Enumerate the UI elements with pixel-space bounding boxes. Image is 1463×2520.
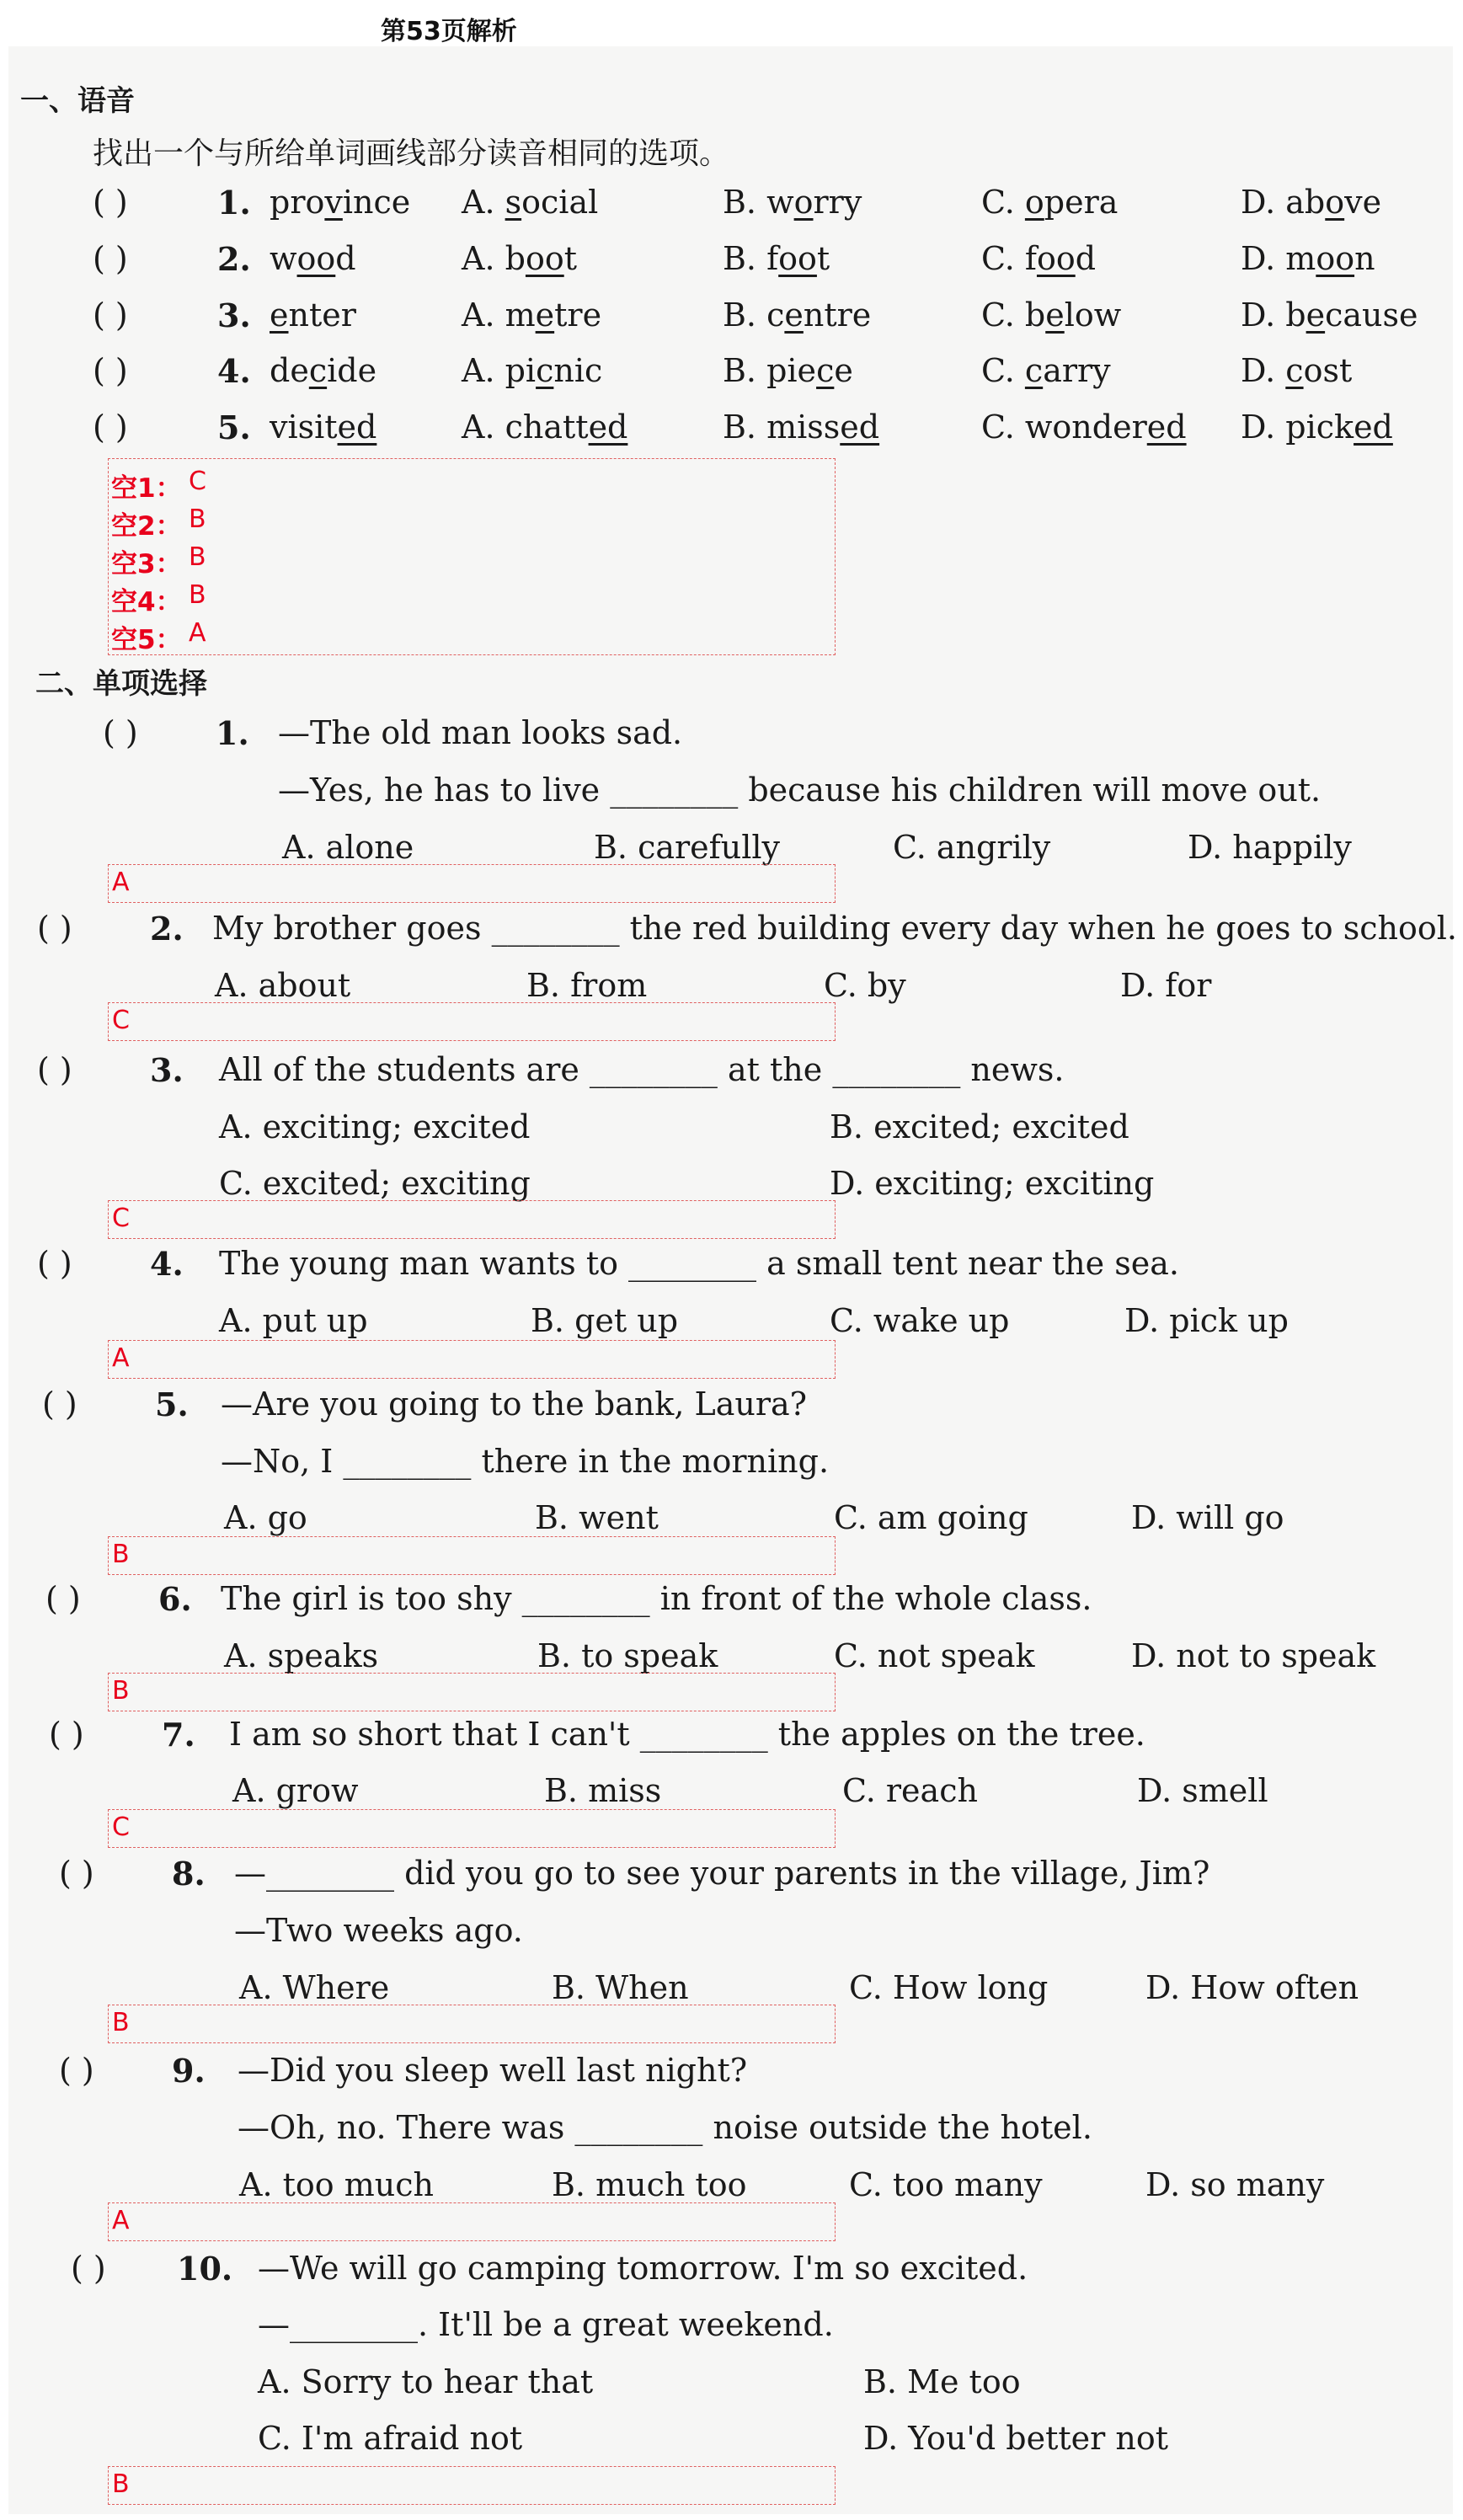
question-paren: ( ) bbox=[37, 1245, 72, 1282]
answer-box bbox=[108, 2202, 836, 2241]
question-paren: ( ) bbox=[93, 240, 128, 277]
question-text: —Oh, no. There was ________ noise outside the hotel. bbox=[238, 2109, 1092, 2146]
word-part: B. w bbox=[723, 184, 794, 221]
question-paren: ( ) bbox=[37, 910, 72, 947]
question-paren: ( ) bbox=[103, 714, 138, 751]
underlined-letters: c bbox=[536, 352, 554, 389]
option: D. not to speak bbox=[1131, 1637, 1376, 1674]
answer-value: C bbox=[112, 1204, 130, 1233]
answer-box bbox=[108, 1536, 836, 1575]
word-part: low bbox=[1064, 296, 1122, 334]
word-part: C. bbox=[981, 184, 1025, 221]
word-part: ve bbox=[1344, 184, 1382, 221]
question-paren: ( ) bbox=[59, 1855, 94, 1892]
word-part: arry bbox=[1043, 352, 1111, 389]
question-number: 9. bbox=[172, 2052, 206, 2090]
question-paren: ( ) bbox=[71, 2250, 106, 2287]
underlined-letters: e bbox=[1045, 296, 1065, 334]
option-c bbox=[981, 240, 1096, 277]
option: A. alone bbox=[282, 829, 414, 866]
answer-value: B bbox=[189, 580, 206, 610]
answer-value: A bbox=[112, 2206, 130, 2235]
option: A. go bbox=[224, 1499, 307, 1536]
option: D. exciting; exciting bbox=[830, 1165, 1155, 1202]
underlined-letters: e bbox=[784, 296, 804, 334]
question-text: —The old man looks sad. bbox=[278, 714, 683, 751]
word-part: w bbox=[270, 240, 297, 277]
option-d bbox=[1241, 240, 1375, 277]
word-part: D. ab bbox=[1241, 184, 1326, 221]
word-part: B. c bbox=[723, 296, 785, 334]
word-part: ide bbox=[327, 352, 377, 389]
question-text: —Did you sleep well last night? bbox=[238, 2052, 748, 2089]
word-part: tre bbox=[554, 296, 602, 334]
question-text: —Yes, he has to live ________ because his children will move out. bbox=[278, 771, 1322, 809]
option: A. speaks bbox=[224, 1637, 379, 1674]
option: D. for bbox=[1120, 967, 1212, 1004]
option-b bbox=[723, 408, 879, 446]
option: B. get up bbox=[531, 1302, 679, 1339]
option: A. put up bbox=[219, 1302, 368, 1339]
underlined-letters: oo bbox=[1316, 240, 1355, 277]
option-a bbox=[462, 408, 627, 446]
question-text: All of the students are ________ at the ________ news. bbox=[219, 1051, 1065, 1088]
word-part: d bbox=[335, 240, 356, 277]
word-part: C. f bbox=[981, 240, 1037, 277]
option: C. reach bbox=[842, 1772, 978, 1809]
option: C. angrily bbox=[893, 829, 1051, 866]
word-part: rry bbox=[813, 184, 862, 221]
option: C. How long bbox=[849, 1969, 1049, 2006]
underlined-letters: ed bbox=[588, 408, 628, 446]
question-text: —Two weeks ago. bbox=[234, 1912, 523, 1949]
section-2-title: 二、单项选择 bbox=[35, 667, 207, 701]
option: A. Sorry to hear that bbox=[258, 2363, 594, 2400]
question-text: —No, I ________ there in the morning. bbox=[221, 1443, 830, 1480]
word-part: cause bbox=[1325, 296, 1418, 334]
question-number: 2. bbox=[217, 240, 251, 278]
option: C. by bbox=[824, 967, 906, 1004]
underlined-letters: oo bbox=[296, 240, 336, 277]
word-part: C. b bbox=[981, 296, 1046, 334]
option: B. excited; excited bbox=[830, 1108, 1129, 1145]
underlined-letters: o bbox=[1024, 184, 1044, 221]
option: D. will go bbox=[1131, 1499, 1284, 1536]
question-number: 3. bbox=[150, 1051, 184, 1089]
option-c bbox=[981, 352, 1111, 389]
underlined-letters: c bbox=[1024, 352, 1044, 389]
answer-label: 空4： bbox=[111, 587, 182, 617]
option: A. too much bbox=[239, 2166, 434, 2203]
word-part: e bbox=[834, 352, 853, 389]
option: C. excited; exciting bbox=[219, 1165, 531, 1202]
option-c bbox=[981, 296, 1121, 334]
underlined-letters: oo bbox=[525, 240, 564, 277]
option: A. exciting; excited bbox=[219, 1108, 531, 1145]
word-part: C. wonder bbox=[981, 408, 1147, 446]
underlined-letters: ed bbox=[337, 408, 377, 446]
answer-value: A bbox=[112, 1343, 130, 1373]
question-paren: ( ) bbox=[37, 1051, 72, 1088]
answer-value: B bbox=[112, 1676, 130, 1706]
question-text: The girl is too shy ________ in front of the whole class. bbox=[221, 1580, 1092, 1617]
word-part: d bbox=[1075, 240, 1097, 277]
answer-box bbox=[108, 864, 836, 903]
word-part: nic bbox=[553, 352, 603, 389]
question-paren: ( ) bbox=[59, 2052, 94, 2089]
question-text: —________ did you go to see your parents in the village, Jim? bbox=[234, 1855, 1210, 1892]
option-b bbox=[723, 240, 830, 277]
section-1-title: 一、语音 bbox=[20, 84, 135, 118]
question-word bbox=[270, 352, 376, 389]
question-text: I am so short that I can't ________ the apples on the tree. bbox=[229, 1716, 1145, 1753]
word-part: A. bbox=[462, 184, 505, 221]
word-part: A. m bbox=[462, 296, 536, 334]
answer-value: B bbox=[112, 2469, 130, 2499]
word-part: D. bbox=[1241, 352, 1286, 389]
underlined-letters: ed bbox=[840, 408, 880, 446]
word-part: pera bbox=[1044, 184, 1119, 221]
option-a bbox=[462, 352, 602, 389]
option: B. Me too bbox=[863, 2363, 1021, 2400]
question-word bbox=[270, 184, 410, 221]
word-part: ntre bbox=[803, 296, 872, 334]
question-text: —Are you going to the bank, Laura? bbox=[221, 1385, 808, 1423]
question-text: The young man wants to ________ a small tent near the sea. bbox=[219, 1245, 1179, 1282]
word-part: D. m bbox=[1241, 240, 1316, 277]
word-part: C. bbox=[981, 352, 1025, 389]
answer-value: B bbox=[189, 505, 206, 534]
option-a bbox=[462, 296, 601, 334]
word-part: de bbox=[270, 352, 309, 389]
underlined-letters: e bbox=[270, 296, 289, 334]
question-number: 10. bbox=[177, 2250, 233, 2288]
option: D. How often bbox=[1145, 1969, 1359, 2006]
answer-label: 空3： bbox=[111, 549, 182, 579]
option: A. grow bbox=[232, 1772, 359, 1809]
option: B. When bbox=[552, 1969, 689, 2006]
option-c bbox=[981, 408, 1187, 446]
word-part: B. f bbox=[723, 240, 779, 277]
option: C. I'm afraid not bbox=[258, 2420, 523, 2457]
word-part: A. chatt bbox=[462, 408, 589, 446]
option: A. about bbox=[215, 967, 351, 1004]
word-part: t bbox=[816, 240, 830, 277]
answer-value: B bbox=[112, 1540, 130, 1569]
section-1-instruction: 找出一个与所给单词画线部分读音相同的选项。 bbox=[93, 136, 730, 171]
option-a bbox=[462, 240, 577, 277]
option: D. smell bbox=[1137, 1772, 1268, 1809]
answer-box bbox=[108, 1002, 836, 1041]
option-b bbox=[723, 184, 862, 221]
question-paren: ( ) bbox=[93, 184, 128, 221]
question-text: —________. It'll be a great weekend. bbox=[258, 2306, 834, 2343]
underlined-letters: ed bbox=[1146, 408, 1187, 446]
option: D. so many bbox=[1145, 2166, 1325, 2203]
word-part: t bbox=[563, 240, 577, 277]
option-d bbox=[1241, 296, 1418, 334]
word-part: A. b bbox=[462, 240, 526, 277]
answer-value: A bbox=[189, 618, 206, 648]
answer-value: B bbox=[112, 2008, 130, 2037]
word-part: D. b bbox=[1241, 296, 1306, 334]
question-paren: ( ) bbox=[93, 408, 128, 446]
word-part: D. pick bbox=[1241, 408, 1354, 446]
question-number: 2. bbox=[150, 910, 184, 948]
answer-box bbox=[108, 1673, 836, 1711]
question-paren: ( ) bbox=[49, 1716, 84, 1753]
question-text: My brother goes ________ the red building every day when he goes to school. bbox=[212, 910, 1457, 947]
underlined-letters: v bbox=[324, 184, 343, 221]
word-part: ocial bbox=[521, 184, 599, 221]
option: C. wake up bbox=[830, 1302, 1010, 1339]
answer-box bbox=[108, 2005, 836, 2043]
option: C. not speak bbox=[834, 1637, 1035, 1674]
question-paren: ( ) bbox=[93, 296, 128, 334]
option: D. pick up bbox=[1124, 1302, 1289, 1339]
question-number: 1. bbox=[217, 184, 251, 222]
option: B. went bbox=[535, 1499, 659, 1536]
option: B. from bbox=[526, 967, 648, 1004]
question-number: 8. bbox=[172, 1855, 206, 1893]
option-c bbox=[981, 184, 1118, 221]
underlined-letters: c bbox=[816, 352, 835, 389]
option: A. Where bbox=[239, 1969, 390, 2006]
answer-value: C bbox=[189, 467, 206, 496]
answer-label: 空1： bbox=[111, 473, 182, 504]
answer-box bbox=[108, 1809, 836, 1848]
word-part: n bbox=[1354, 240, 1375, 277]
word-part: A. pi bbox=[462, 352, 537, 389]
question-number: 1. bbox=[216, 714, 249, 752]
option: B. carefully bbox=[594, 829, 780, 866]
word-part: ince bbox=[342, 184, 411, 221]
question-paren: ( ) bbox=[93, 352, 128, 389]
option-b bbox=[723, 352, 853, 389]
word-part: pro bbox=[270, 184, 325, 221]
question-number: 4. bbox=[217, 352, 251, 390]
option: B. miss bbox=[544, 1772, 662, 1809]
underlined-letters: o bbox=[1325, 184, 1345, 221]
answer-box bbox=[108, 2466, 836, 2505]
answer-value: C bbox=[112, 1813, 130, 1842]
underlined-letters: s bbox=[505, 184, 522, 221]
option: B. much too bbox=[552, 2166, 747, 2203]
question-word bbox=[270, 296, 356, 334]
answer-label: 空5： bbox=[111, 625, 182, 655]
answer-box bbox=[108, 1340, 836, 1379]
underlined-letters: c bbox=[308, 352, 328, 389]
answer-box bbox=[108, 1200, 836, 1239]
question-number: 5. bbox=[155, 1385, 189, 1423]
answer-label: 空2： bbox=[111, 511, 182, 542]
word-part: ost bbox=[1303, 352, 1353, 389]
underlined-letters: c bbox=[1285, 352, 1304, 389]
underlined-letters: o bbox=[793, 184, 814, 221]
option: D. happily bbox=[1188, 829, 1352, 866]
page-header: 第53页解析 bbox=[381, 17, 517, 46]
underlined-letters: ed bbox=[1354, 408, 1393, 446]
option-a bbox=[462, 184, 598, 221]
question-paren: ( ) bbox=[45, 1580, 81, 1617]
question-paren: ( ) bbox=[42, 1385, 77, 1423]
underlined-letters: e bbox=[535, 296, 555, 334]
word-part: B. miss bbox=[723, 408, 841, 446]
question-number: 6. bbox=[158, 1580, 192, 1618]
answer-value: C bbox=[112, 1006, 130, 1035]
question-number: 4. bbox=[150, 1245, 184, 1283]
option-b bbox=[723, 296, 871, 334]
option-d bbox=[1241, 184, 1381, 221]
question-number: 7. bbox=[162, 1716, 195, 1754]
option: C. am going bbox=[834, 1499, 1028, 1536]
underlined-letters: oo bbox=[1036, 240, 1076, 277]
question-word bbox=[270, 240, 356, 277]
question-text: —We will go camping tomorrow. I'm so excited. bbox=[258, 2250, 1028, 2287]
option-d bbox=[1241, 408, 1393, 446]
option: C. too many bbox=[849, 2166, 1043, 2203]
option: D. You'd better not bbox=[863, 2420, 1168, 2457]
option: B. to speak bbox=[537, 1637, 718, 1674]
underlined-letters: e bbox=[1305, 296, 1326, 334]
answer-value: B bbox=[189, 542, 206, 572]
word-part: nter bbox=[288, 296, 356, 334]
option-d bbox=[1241, 352, 1352, 389]
underlined-letters: oo bbox=[778, 240, 817, 277]
question-word bbox=[270, 408, 376, 446]
question-number: 3. bbox=[217, 296, 251, 334]
phonetics-answer-box bbox=[108, 458, 836, 655]
answer-value: A bbox=[112, 868, 130, 897]
question-number: 5. bbox=[217, 408, 251, 446]
word-part: B. pie bbox=[723, 352, 817, 389]
word-part: visit bbox=[270, 408, 338, 446]
